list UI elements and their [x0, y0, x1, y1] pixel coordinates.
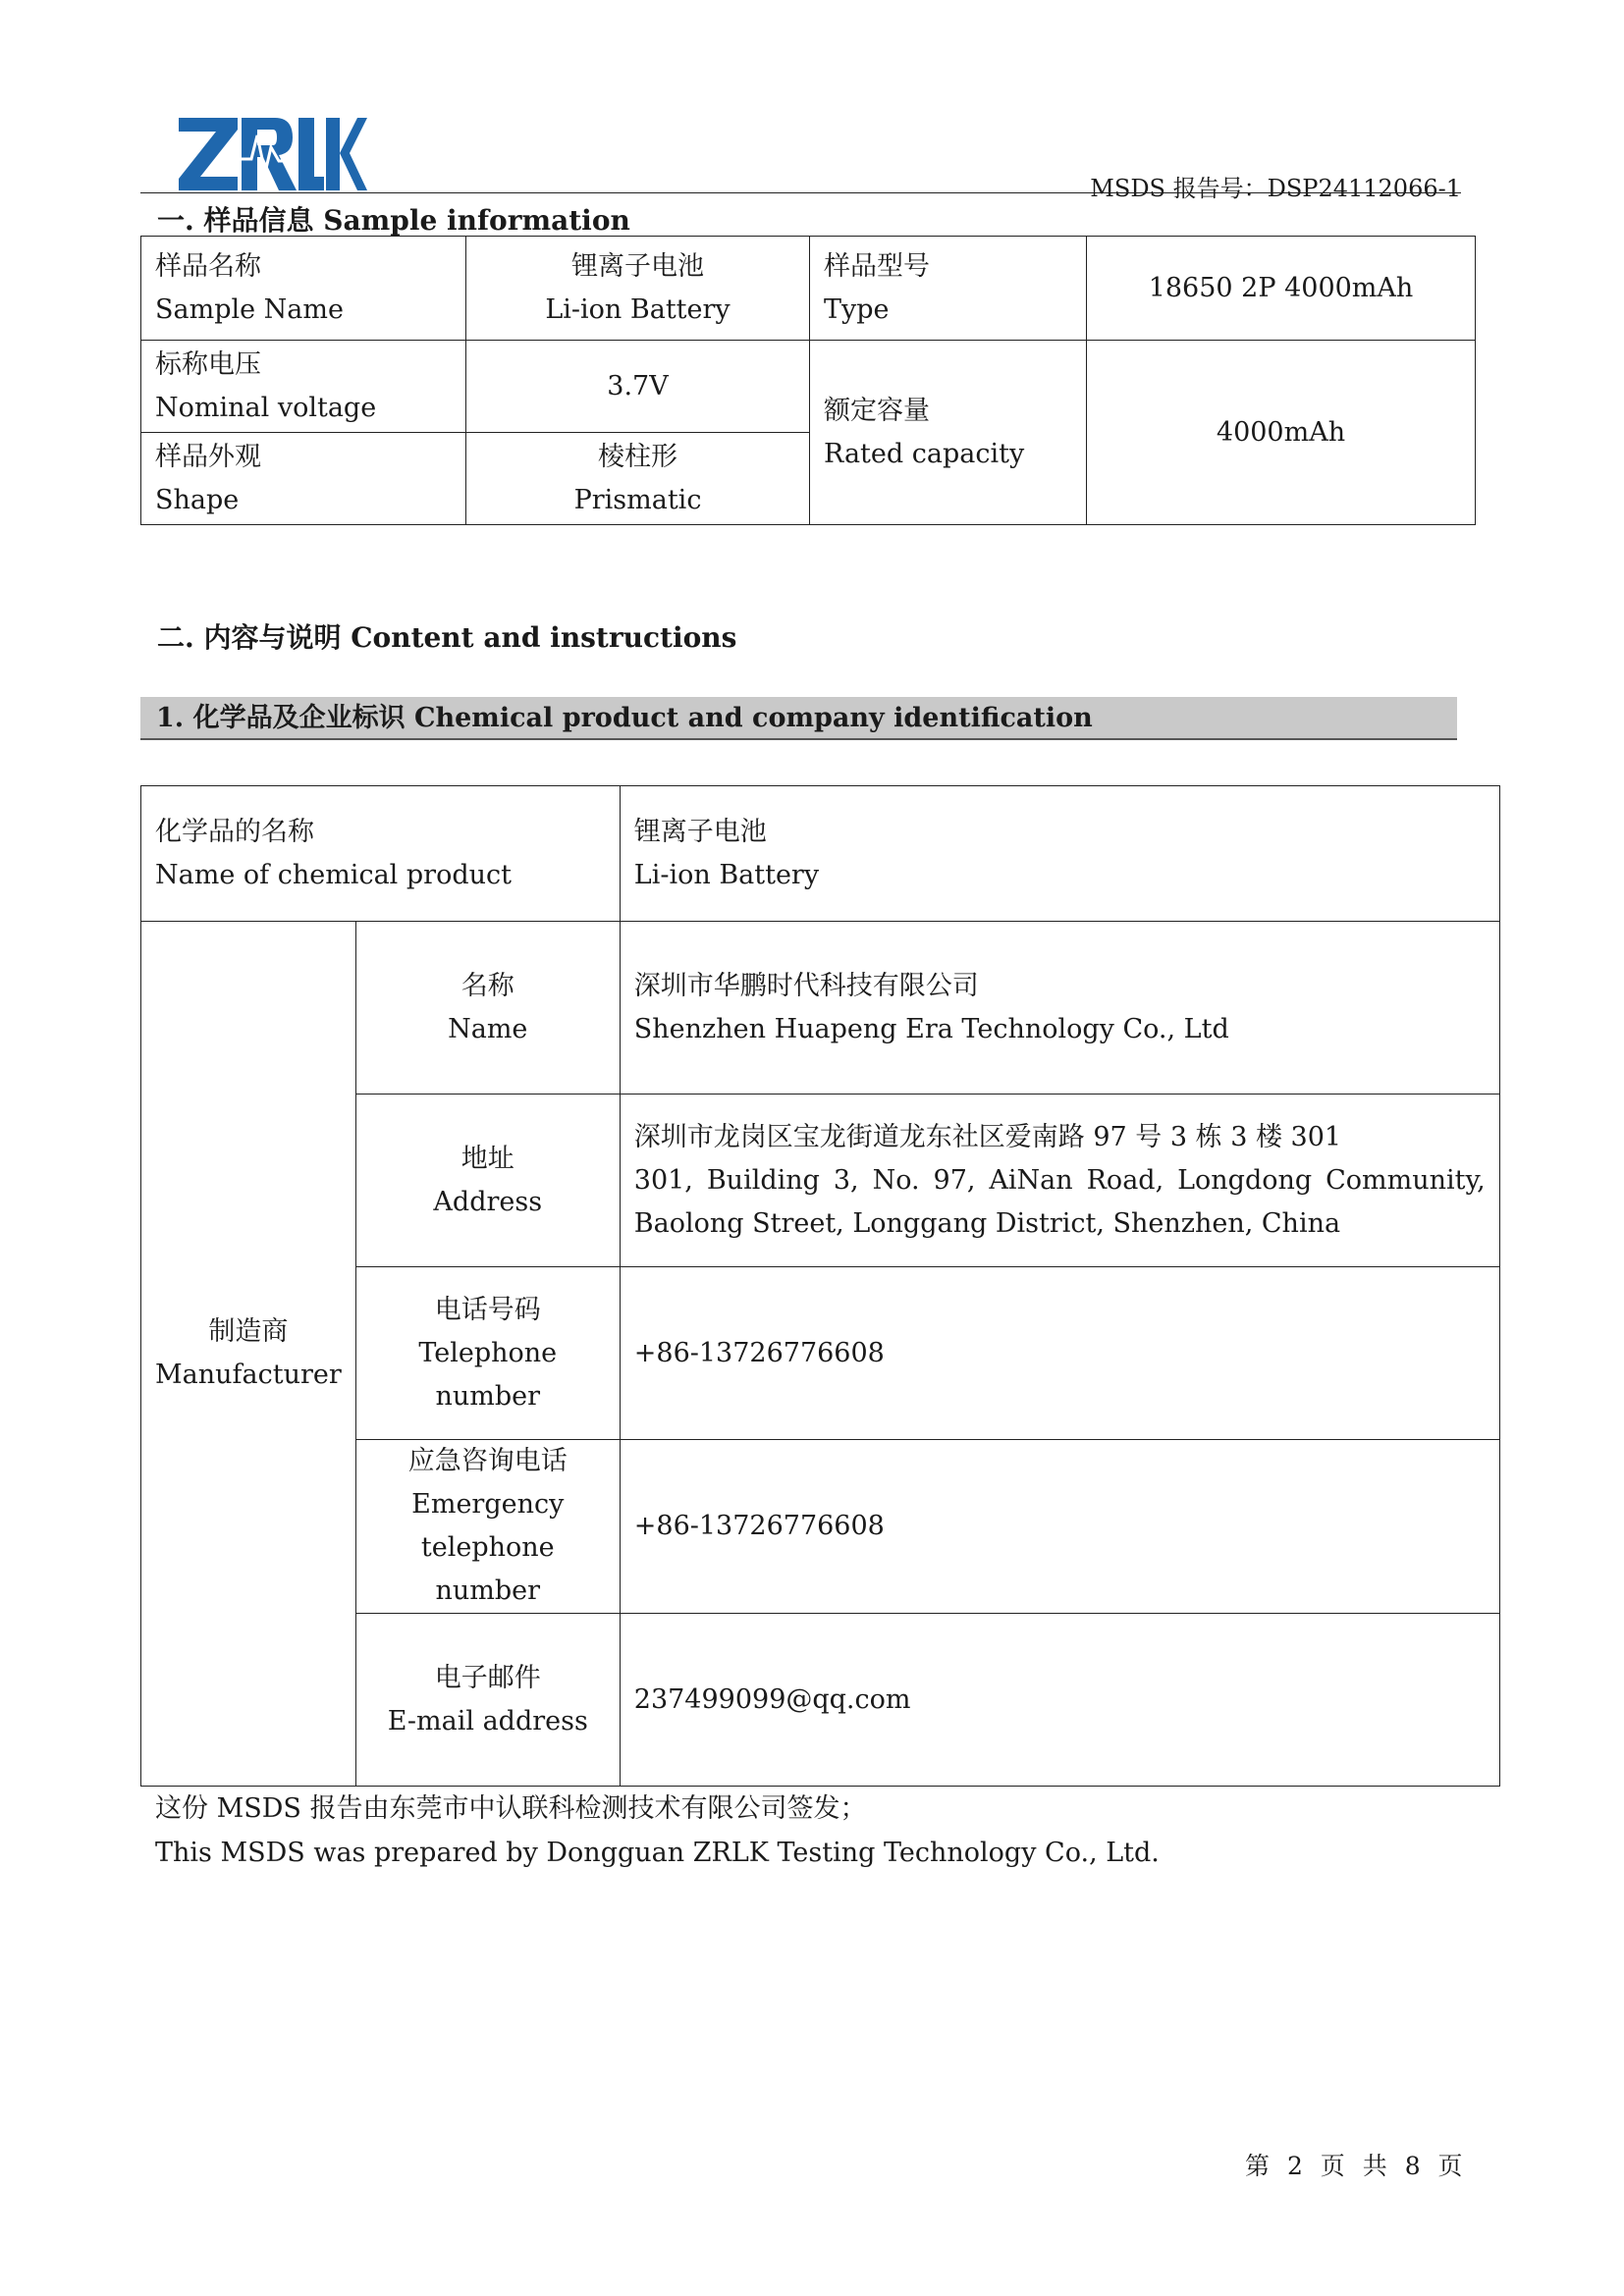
manufacturer-label: 制造商 Manufacturer	[141, 922, 356, 1787]
emergency-phone-label: 应急咨询电话 Emergency telephone number	[355, 1440, 620, 1614]
sample-name-value: 锂离子电池 Li-ion Battery	[466, 237, 810, 341]
header-divider	[140, 192, 1461, 193]
type-value: 18650 2P 4000mAh	[1087, 237, 1476, 341]
section-title-sample-info: 一. 样品信息 Sample information	[157, 204, 630, 237]
sample-info-table	[140, 236, 1476, 525]
product-name-label: 化学品的名称 Name of chemical product	[141, 786, 621, 922]
issuer-note-cn: 这份 MSDS 报告由东莞市中认联科检测技术有限公司签发；	[155, 1793, 867, 1824]
identification-table	[140, 785, 1500, 1787]
capacity-label: 额定容量 Rated capacity	[810, 341, 1087, 525]
shape-label: 样品外观 Shape	[141, 433, 466, 525]
shape-value: 棱柱形 Prismatic	[466, 433, 810, 525]
capacity-value: 4000mAh	[1087, 341, 1476, 525]
address-label: 地址 Address	[355, 1095, 620, 1267]
emergency-phone-value: +86-13726776608	[620, 1440, 1499, 1614]
company-logo	[177, 116, 368, 192]
report-number: MSDS 报告号：DSP24112066-1	[1090, 175, 1461, 202]
company-name-label: 名称 Name	[355, 922, 620, 1095]
email-value: 237499099@qq.com	[620, 1614, 1499, 1787]
section-title-content: 二. 内容与说明 Content and instructions	[157, 621, 737, 654]
company-name-value: 深圳市华鹏时代科技有限公司 Shenzhen Huapeng Era Technology Co., Ltd	[620, 922, 1499, 1095]
page-number: 第 2 页 共 8 页	[1245, 2152, 1463, 2180]
telephone-value: +86-13726776608	[620, 1267, 1499, 1440]
zrlk-logo-icon	[177, 116, 368, 192]
telephone-label: 电话号码 Telephone number	[355, 1267, 620, 1440]
voltage-label: 标称电压 Nominal voltage	[141, 341, 466, 433]
issuer-note-en: This MSDS was prepared by Dongguan ZRLK Testing Technology Co., Ltd.	[155, 1838, 1160, 1868]
subsection-bar-identification	[140, 697, 1457, 740]
issuer-note	[155, 1787, 1160, 1875]
sample-name-label: 样品名称 Sample Name	[141, 237, 466, 341]
voltage-value: 3.7V	[466, 341, 810, 433]
product-name-value: 锂离子电池 Li-ion Battery	[620, 786, 1499, 922]
subsection-title: 1. 化学品及企业标识 Chemical product and company identification	[156, 703, 1093, 733]
address-value: 深圳市龙岗区宝龙街道龙东社区爱南路 97 号 3 栋 3 楼 301 301, Building 3, No. 97, AiNan Road, Longdong Community, Baolong Street, Longgang District, Shenzhen, China	[620, 1095, 1499, 1267]
type-label: 样品型号 Type	[810, 237, 1087, 341]
email-label: 电子邮件 E-mail address	[355, 1614, 620, 1787]
